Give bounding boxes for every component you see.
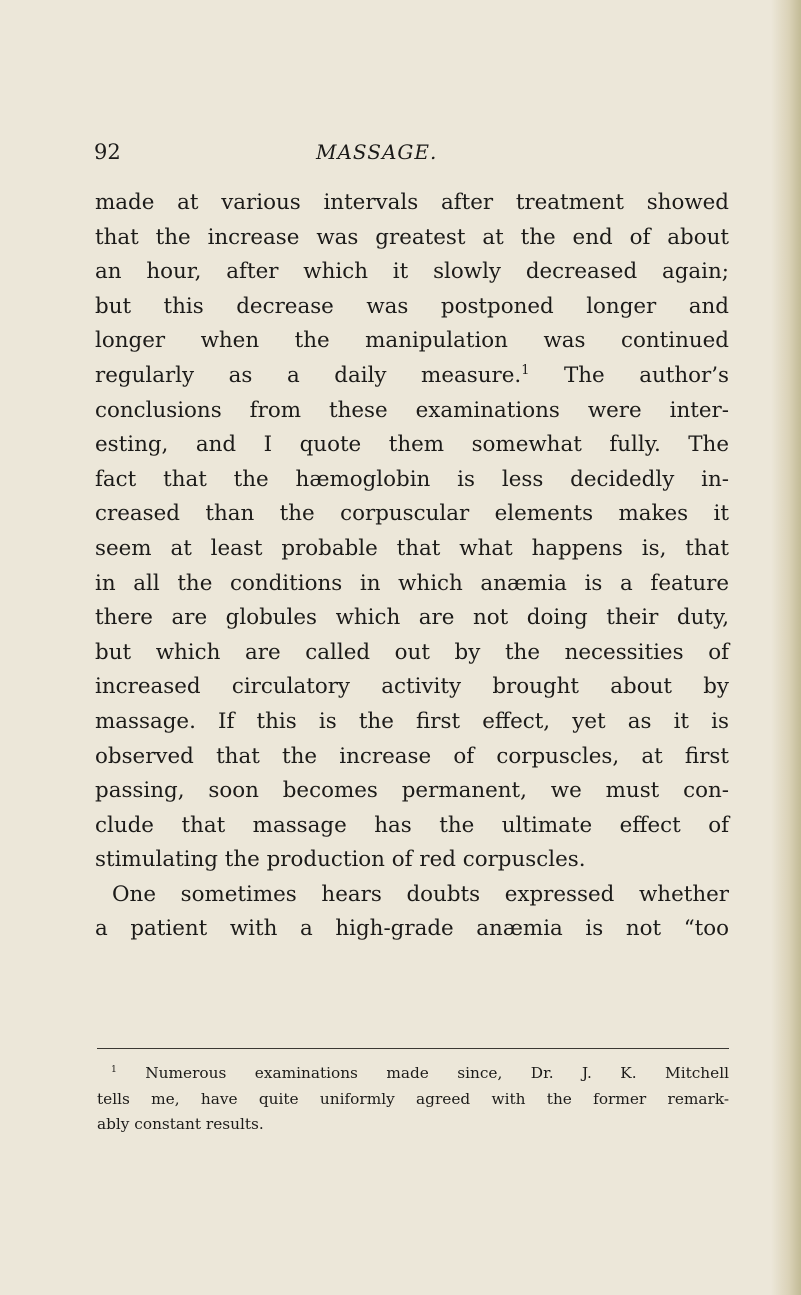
body-line: but this decrease was postponed longer and [95, 293, 729, 319]
footnote-reference: 1 [521, 362, 530, 378]
page-header [0, 140, 801, 170]
body-line: passing, soon becomes permanent, we must con- [95, 778, 729, 804]
body-line: that the increase was greatest at the end of about [95, 224, 729, 250]
body-line: observed that the increase of corpuscles, at first [95, 743, 729, 769]
page-edge-shading [771, 0, 801, 1295]
running-head: MASSAGE. [316, 140, 438, 164]
body-line: an hour, after which it slowly decreased again; [95, 259, 729, 285]
footnote-line: tells me, have quite uniformly agreed with the former remark- [97, 1089, 729, 1108]
body-line: massage. If this is the first effect, yet as it is [95, 708, 729, 734]
body-line: increased circulatory activity brought about by [95, 674, 729, 700]
body-line-with-footnote-ref [95, 359, 729, 394]
body-line: stimulating the production of red corpuscles. [95, 847, 586, 873]
footnote-text: Numerous examinations made since, Dr. J. K. Mitchell [116, 1064, 729, 1082]
body-line: longer when the manipulation was continued [95, 328, 729, 354]
footnotes [97, 1061, 729, 1138]
body-line: there are globules which are not doing their duty, [95, 605, 729, 631]
body-line: in all the conditions in which anæmia is a feature [95, 570, 729, 596]
footnote-line [97, 1061, 729, 1087]
body-line-text: regularly as a daily measure. [95, 362, 522, 388]
body-line: made at various intervals after treatment showed [95, 190, 729, 215]
body-line: One sometimes hears doubts expressed whether [112, 881, 729, 907]
body-line-tail: The author’s [529, 362, 729, 388]
body-line: conclusions from these examinations were inter- [95, 397, 729, 423]
body-line: seem at least probable that what happens is, that [95, 535, 729, 561]
body-line: clude that massage has the ultimate effect of [95, 812, 729, 838]
footnote-line: ably constant results. [97, 1115, 264, 1134]
body-line: but which are called out by the necessities of [95, 639, 729, 665]
body-line: a patient with a high-grade anæmia is not “too [95, 916, 729, 942]
footnote-marker: 1 [111, 1063, 117, 1075]
footnote-divider [97, 1048, 729, 1049]
page-number: 92 [94, 140, 121, 164]
body-line: creased than the corpuscular elements makes it [95, 501, 729, 527]
body-line: fact that the hæmoglobin is less decidedly in- [95, 466, 729, 492]
body-text [95, 186, 729, 947]
body-line: esting, and I quote them somewhat fully. The [95, 432, 729, 458]
